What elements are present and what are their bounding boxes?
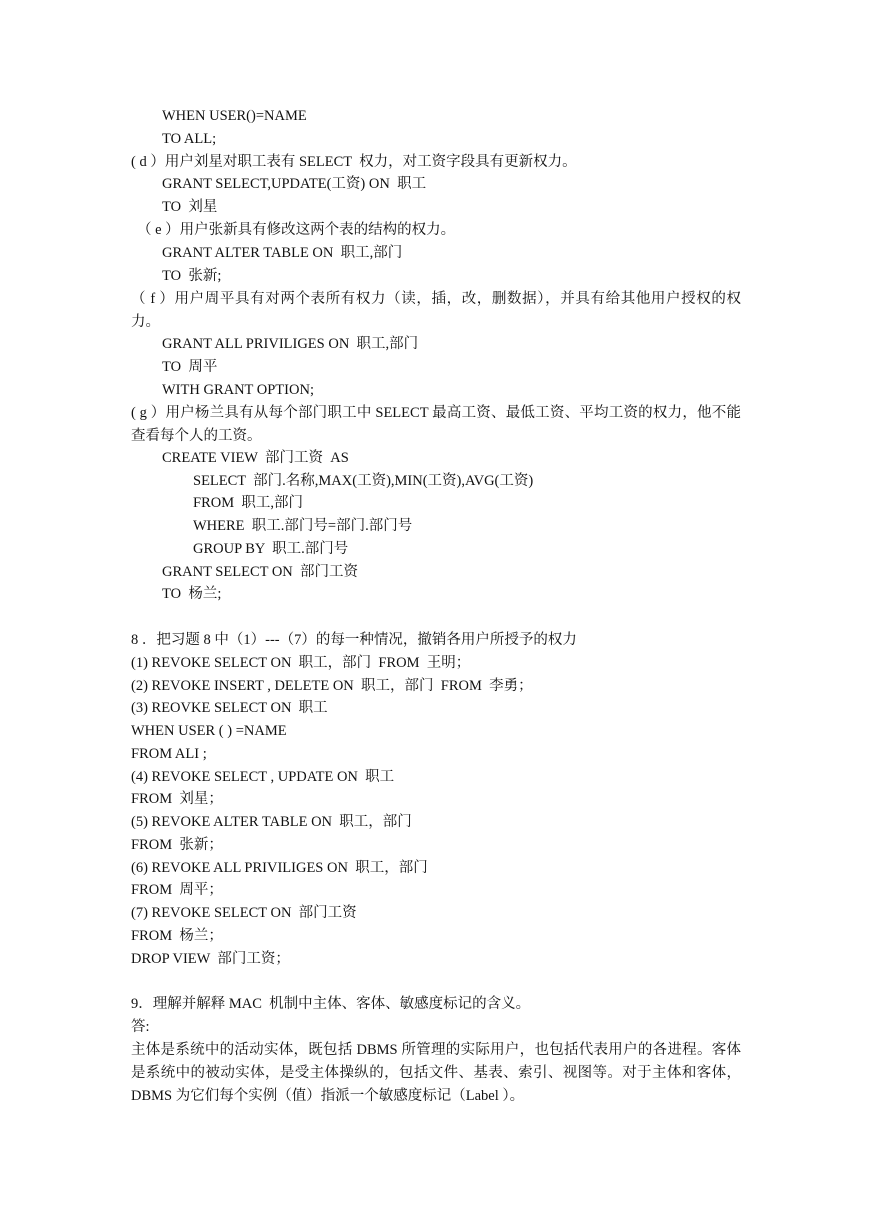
sql-line: FROM 职工,部门 [193, 495, 303, 511]
sql-line: WHEN USER()=NAME [162, 108, 307, 124]
sql-line: FROM 张新； [131, 837, 223, 853]
sql-line: FROM 周平； [131, 882, 223, 898]
sql-line: (4) REVOKE SELECT , UPDATE ON 职工 [131, 769, 395, 785]
sql-line: (6) REVOKE ALL PRIVILIGES ON 职工，部门 [131, 860, 428, 876]
item-d-description: ( d ）用户刘星对职工表有 SELECT 权力，对工资字段具有更新权力。 [131, 154, 577, 170]
sql-line: DROP VIEW 部门工资； [131, 951, 290, 967]
sql-line: TO ALL; [162, 131, 217, 147]
sql-line: FROM 杨兰； [131, 928, 223, 944]
sql-line: CREATE VIEW 部门工资 AS [162, 450, 349, 466]
sql-line: FROM 刘星； [131, 791, 223, 807]
answer-label: 答: [131, 1019, 150, 1035]
sql-line: GRANT SELECT,UPDATE(工资) ON 职工 [162, 176, 427, 192]
sql-line: GROUP BY 职工.部门号 [193, 541, 349, 557]
sql-line: (5) REVOKE ALTER TABLE ON 职工，部门 [131, 814, 412, 830]
sql-line: TO 杨兰; [162, 586, 222, 602]
question-8-title: 8 ．把习题 8 中（1）---（7）的每一种情况，撤销各用户所授予的权力 [131, 632, 577, 648]
sql-line: (3) REOVKE SELECT ON 职工 [131, 700, 328, 716]
sql-line: (1) REVOKE SELECT ON 职工，部门 FROM 王明； [131, 655, 471, 671]
question-9-title: 9．理解并解释 MAC 机制中主体、客体、敏感度标记的含义。 [131, 996, 531, 1012]
sql-line: FROM ALI ; [131, 746, 207, 762]
answer-paragraph: 主体是系统中的活动实体，既包括 DBMS 所管理的实际用户，也包括代表用户的各进程。客体是系统中的被动实体，是受主体操纵的，包括文件、基表、索引、视图等。对于主体和客体，DBMS 为它们每个实例（值）指派一个敏感度标记（Label ）。 [131, 1042, 741, 1104]
item-g-description: ( g ）用户杨兰具有从每个部门职工中 SELECT 最高工资、最低工资、平均工资的权力，他不能查看每个人的工资。 [131, 405, 741, 444]
sql-line: TO 张新; [162, 268, 222, 284]
sql-line: (2) REVOKE INSERT , DELETE ON 职工，部门 FROM 李勇； [131, 678, 533, 694]
sql-line: GRANT ALTER TABLE ON 职工,部门 [162, 245, 403, 261]
sql-line: WITH GRANT OPTION; [162, 382, 314, 398]
sql-line: GRANT ALL PRIVILIGES ON 职工,部门 [162, 336, 419, 352]
sql-line: TO 刘星 [162, 199, 218, 215]
sql-line: TO 周平 [162, 359, 218, 375]
sql-line: (7) REVOKE SELECT ON 部门工资 [131, 905, 357, 921]
sql-line: SELECT 部门.名称,MAX(工资),MIN(工资),AVG(工资) [193, 473, 534, 489]
sql-line: WHERE 职工.部门号=部门.部门号 [193, 518, 413, 534]
sql-line: GRANT SELECT ON 部门工资 [162, 564, 359, 580]
sql-line: WHEN USER ( ) =NAME [131, 723, 287, 739]
item-e-description: （ e ）用户张新具有修改这两个表的结构的权力。 [137, 222, 456, 238]
item-f-description: （ f ）用户周平具有对两个表所有权力（读，插，改，删数据），并具有给其他用户授权的权力。 [131, 291, 741, 330]
